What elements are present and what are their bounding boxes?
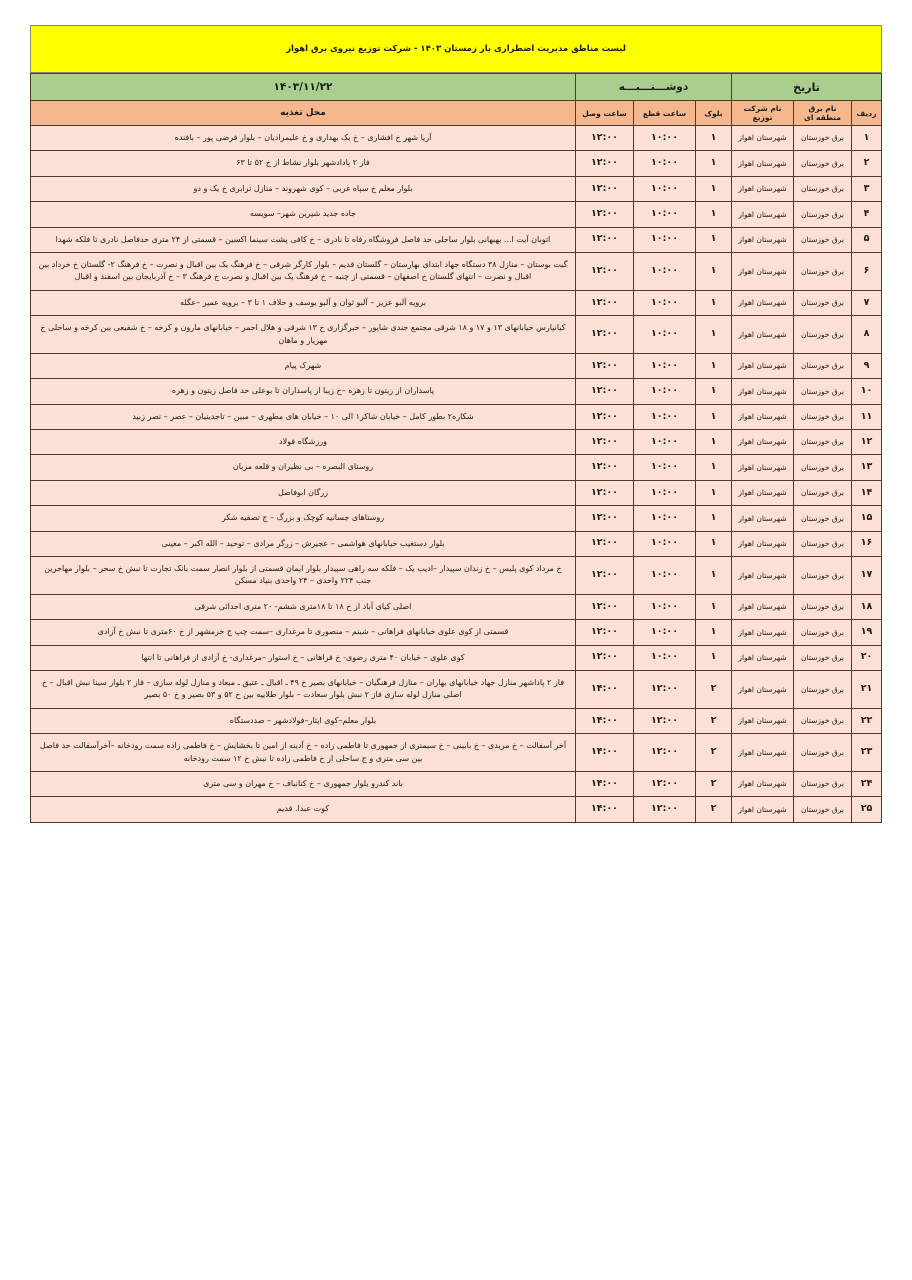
- cell-outage-time: ۱۰:۰۰: [634, 620, 696, 645]
- cell-row-no: ۳: [852, 176, 882, 201]
- cell-feed-location: کیانپارس خیابانهای ۱۳ و ۱۷ و ۱۸ شرقی مجتمع جندی شاپور – خبرگزاری خ ۱۳ شرقی و هلال احمر – خیابانهای مارون و کرخه – خ شفیعی بین کرخه و ساحلی خ مهزیار و ماهان: [31, 316, 576, 354]
- table-row: [31, 126, 882, 151]
- cell-restore-time: ۱۲:۰۰: [575, 430, 633, 455]
- column-header-outage-time: ساعت قطع: [634, 101, 696, 126]
- cell-outage-time: ۱۰:۰۰: [634, 252, 696, 290]
- cell-restore-time: ۱۲:۰۰: [575, 379, 633, 404]
- cell-regional-company: برق خوزستان: [794, 227, 852, 252]
- cell-regional-company: برق خوزستان: [794, 455, 852, 480]
- table-row: [31, 227, 882, 252]
- cell-row-no: ۱: [852, 126, 882, 151]
- cell-outage-time: ۱۰:۰۰: [634, 151, 696, 176]
- cell-distribution-company: شهرستان اهواز: [732, 670, 794, 708]
- table-row: [31, 455, 882, 480]
- cell-restore-time: ۱۲:۰۰: [575, 227, 633, 252]
- cell-distribution-company: شهرستان اهواز: [732, 126, 794, 151]
- table-row: [31, 506, 882, 531]
- cell-regional-company: برق خوزستان: [794, 379, 852, 404]
- page-title: لیست مناطق مدیریت اضطراری بار زمستان ۱۴۰۳ - شرکت توزیع نیروی برق اهواز: [286, 43, 626, 54]
- table-row: [31, 708, 882, 733]
- cell-row-no: ۱۴: [852, 480, 882, 505]
- cell-distribution-company: شهرستان اهواز: [732, 708, 794, 733]
- cell-block: ۱: [696, 353, 732, 378]
- cell-restore-time: ۱۴:۰۰: [575, 771, 633, 796]
- cell-block: ۲: [696, 797, 732, 822]
- cell-block: ۲: [696, 734, 732, 772]
- cell-restore-time: ۱۲:۰۰: [575, 353, 633, 378]
- cell-distribution-company: شهرستان اهواز: [732, 480, 794, 505]
- cell-distribution-company: شهرستان اهواز: [732, 379, 794, 404]
- cell-restore-time: ۱۲:۰۰: [575, 176, 633, 201]
- cell-block: ۱: [696, 480, 732, 505]
- cell-block: ۱: [696, 227, 732, 252]
- cell-regional-company: برق خوزستان: [794, 708, 852, 733]
- cell-restore-time: ۱۴:۰۰: [575, 670, 633, 708]
- table-row: [31, 290, 882, 315]
- table-row: [31, 531, 882, 556]
- cell-outage-time: ۱۰:۰۰: [634, 176, 696, 201]
- cell-block: ۱: [696, 455, 732, 480]
- outage-schedule-table: [30, 73, 882, 823]
- cell-restore-time: ۱۲:۰۰: [575, 126, 633, 151]
- cell-block: ۱: [696, 202, 732, 227]
- cell-row-no: ۹: [852, 353, 882, 378]
- column-header-row-no: ردیف: [852, 101, 882, 126]
- cell-block: ۱: [696, 404, 732, 429]
- cell-feed-location: آخر آسفالت – خ مریدی – خ بابینی – خ سیمتری از جمهوری تا فاطمی زاده – خ آدینه از امین تا بخشایش – خ فاطمی زاده سمت رودخانه –آخرآسفالت حد فاصل بین سی متری و ج ساحلی از خ فاطمی زاده تا نبش خ ۱۲ سمت رودخانه: [31, 734, 576, 772]
- cell-regional-company: برق خوزستان: [794, 316, 852, 354]
- cell-feed-location: جاده جدید شیرین شهر– سویسه: [31, 202, 576, 227]
- cell-restore-time: ۱۲:۰۰: [575, 455, 633, 480]
- cell-feed-location: فاز ۲ پادادشهر بلوار نشاط از خ ۵۲ تا ۶۳: [31, 151, 576, 176]
- table-row: [31, 645, 882, 670]
- cell-regional-company: برق خوزستان: [794, 670, 852, 708]
- cell-regional-company: برق خوزستان: [794, 151, 852, 176]
- cell-row-no: ۲۱: [852, 670, 882, 708]
- cell-outage-time: ۱۰:۰۰: [634, 290, 696, 315]
- cell-feed-location: روستاهای جسانیه کوچک و بزرگ – ج تصفیه شکر: [31, 506, 576, 531]
- cell-regional-company: برق خوزستان: [794, 404, 852, 429]
- cell-outage-time: ۱۰:۰۰: [634, 531, 696, 556]
- cell-feed-location: بلوار دستغیب خیابانهای هواشمی – عجیرش – زرگر مرادی – توحید – الله اکبر – معینی: [31, 531, 576, 556]
- cell-distribution-company: شهرستان اهواز: [732, 455, 794, 480]
- column-header-restore-time: ساعت وصل: [575, 101, 633, 126]
- cell-feed-location: کوت عبدا. قدیم: [31, 797, 576, 822]
- cell-row-no: ۲: [852, 151, 882, 176]
- cell-outage-time: ۱۰:۰۰: [634, 202, 696, 227]
- cell-row-no: ۱۱: [852, 404, 882, 429]
- cell-block: ۱: [696, 176, 732, 201]
- cell-feed-location: روستای البصره – بی نظیران و قلعه مزبان: [31, 455, 576, 480]
- cell-row-no: ۱۰: [852, 379, 882, 404]
- cell-outage-time: ۱۰:۰۰: [634, 316, 696, 354]
- cell-feed-location: بلوار معلم–کوی ایثار–فولادشهر – صددستگاه: [31, 708, 576, 733]
- cell-regional-company: برق خوزستان: [794, 290, 852, 315]
- cell-restore-time: ۱۲:۰۰: [575, 290, 633, 315]
- table-body: [31, 126, 882, 823]
- cell-row-no: ۱۹: [852, 620, 882, 645]
- cell-restore-time: ۱۲:۰۰: [575, 202, 633, 227]
- cell-regional-company: برق خوزستان: [794, 645, 852, 670]
- cell-distribution-company: شهرستان اهواز: [732, 430, 794, 455]
- table-row: [31, 176, 882, 201]
- cell-outage-time: ۱۰:۰۰: [634, 557, 696, 595]
- cell-outage-time: ۱۰:۰۰: [634, 506, 696, 531]
- cell-feed-location: اصلی کیای آباد از خ ۱۸ تا ۱۸متری ششم- ۲۰ متری احدائی شرقی: [31, 594, 576, 619]
- table-header: [31, 74, 882, 126]
- cell-distribution-company: شهرستان اهواز: [732, 404, 794, 429]
- table-row: [31, 151, 882, 176]
- cell-regional-company: برق خوزستان: [794, 620, 852, 645]
- cell-distribution-company: شهرستان اهواز: [732, 797, 794, 822]
- cell-block: ۱: [696, 290, 732, 315]
- cell-feed-location: بلوار معلم خ سپاه غربی – کوی شهروند – منازل ترابری خ یک و دو: [31, 176, 576, 201]
- cell-feed-location: ورزشگاه فولاد: [31, 430, 576, 455]
- cell-regional-company: برق خوزستان: [794, 531, 852, 556]
- table-row: [31, 316, 882, 354]
- table-row: [31, 797, 882, 822]
- cell-block: ۱: [696, 379, 732, 404]
- cell-feed-location: آریا شهر خ افشاری – خ یک بهداری و خ علیمرادیان – بلوار فرضی پور – بافنده: [31, 126, 576, 151]
- cell-feed-location: پاسداران از زیتون تا زهره –خ زیبا از پاسداران تا بوعلی حد فاصل زیتون و زهره: [31, 379, 576, 404]
- cell-feed-location: شهرک پیام: [31, 353, 576, 378]
- cell-feed-location: فاز ۲ پاداشهر منازل جهاد خیابانهای بهاران – منازل فرهنگیان – خیابانهای بصیر خ ۴۹ ـ اقبال ـ عتیق ـ میعاد و منازل لوله سازی – فاز ۲ بلوار سینا نبش اقبال – خ اصلی منازل لوله سازی فاز ۲ نبش بلوار سعادت – بلوار طلاییه بین خ ۵۲ و ۵۳ بصیر و خ ۵۰ بصیر: [31, 670, 576, 708]
- table-row: [31, 202, 882, 227]
- cell-distribution-company: شهرستان اهواز: [732, 290, 794, 315]
- cell-row-no: ۷: [852, 290, 882, 315]
- column-header-feed-location: محل تغذیه: [31, 101, 576, 126]
- cell-regional-company: برق خوزستان: [794, 202, 852, 227]
- column-header-regional-company: نام برق منطقه ای: [794, 101, 852, 126]
- cell-block: ۱: [696, 620, 732, 645]
- cell-row-no: ۱۲: [852, 430, 882, 455]
- cell-block: ۱: [696, 316, 732, 354]
- cell-row-no: ۲۴: [852, 771, 882, 796]
- column-header-distribution-company: نام شرکت توزیع: [732, 101, 794, 126]
- cell-distribution-company: شهرستان اهواز: [732, 176, 794, 201]
- cell-distribution-company: شهرستان اهواز: [732, 202, 794, 227]
- cell-feed-location: باند کندرو بلوار جمهوری – خ کتانباف – خ مهران و سی متری: [31, 771, 576, 796]
- cell-feed-location: قسمتی از کوی علوی خیابانهای فراهانی – شبنم – منصوری تا مرغداری –سمت چپ ج خرمشهر از خ ۶۰متری تا نبش خ آزادی: [31, 620, 576, 645]
- cell-distribution-company: شهرستان اهواز: [732, 645, 794, 670]
- table-row: [31, 771, 882, 796]
- table-row: [31, 734, 882, 772]
- cell-distribution-company: شهرستان اهواز: [732, 620, 794, 645]
- cell-row-no: ۴: [852, 202, 882, 227]
- cell-outage-time: ۱۰:۰۰: [634, 455, 696, 480]
- cell-block: ۱: [696, 126, 732, 151]
- cell-restore-time: ۱۲:۰۰: [575, 557, 633, 595]
- cell-restore-time: ۱۲:۰۰: [575, 645, 633, 670]
- cell-restore-time: ۱۴:۰۰: [575, 708, 633, 733]
- cell-distribution-company: شهرستان اهواز: [732, 771, 794, 796]
- table-row: [31, 480, 882, 505]
- cell-block: ۱: [696, 557, 732, 595]
- table-row: [31, 252, 882, 290]
- cell-regional-company: برق خوزستان: [794, 594, 852, 619]
- cell-outage-time: ۱۲:۰۰: [634, 734, 696, 772]
- cell-outage-time: ۱۰:۰۰: [634, 645, 696, 670]
- cell-row-no: ۲۳: [852, 734, 882, 772]
- cell-distribution-company: شهرستان اهواز: [732, 227, 794, 252]
- cell-regional-company: برق خوزستان: [794, 797, 852, 822]
- cell-block: ۲: [696, 771, 732, 796]
- cell-regional-company: برق خوزستان: [794, 771, 852, 796]
- cell-row-no: ۱۷: [852, 557, 882, 595]
- cell-regional-company: برق خوزستان: [794, 252, 852, 290]
- cell-outage-time: ۱۰:۰۰: [634, 126, 696, 151]
- cell-block: ۱: [696, 594, 732, 619]
- cell-block: ۱: [696, 252, 732, 290]
- cell-regional-company: برق خوزستان: [794, 176, 852, 201]
- cell-restore-time: ۱۴:۰۰: [575, 797, 633, 822]
- cell-restore-time: ۱۲:۰۰: [575, 404, 633, 429]
- cell-distribution-company: شهرستان اهواز: [732, 506, 794, 531]
- cell-distribution-company: شهرستان اهواز: [732, 531, 794, 556]
- cell-block: ۲: [696, 708, 732, 733]
- cell-regional-company: برق خوزستان: [794, 126, 852, 151]
- cell-distribution-company: شهرستان اهواز: [732, 252, 794, 290]
- cell-row-no: ۵: [852, 227, 882, 252]
- cell-distribution-company: شهرستان اهواز: [732, 151, 794, 176]
- cell-row-no: ۶: [852, 252, 882, 290]
- cell-restore-time: ۱۴:۰۰: [575, 734, 633, 772]
- table-row: [31, 430, 882, 455]
- cell-restore-time: ۱۲:۰۰: [575, 252, 633, 290]
- cell-regional-company: برق خوزستان: [794, 734, 852, 772]
- cell-feed-location: زرگان ابوفاضل: [31, 480, 576, 505]
- cell-restore-time: ۱۲:۰۰: [575, 620, 633, 645]
- cell-restore-time: ۱۲:۰۰: [575, 506, 633, 531]
- cell-feed-location: برویه آلبو عزیز – آلبو ثوان و آلبو یوسف و حلاف ۱ تا ۳ – برویه عمیر –عگله: [31, 290, 576, 315]
- cell-distribution-company: شهرستان اهواز: [732, 557, 794, 595]
- cell-row-no: ۲۲: [852, 708, 882, 733]
- cell-regional-company: برق خوزستان: [794, 557, 852, 595]
- cell-row-no: ۲۵: [852, 797, 882, 822]
- cell-feed-location: اتوبان آیت ا... بهبهانی بلوار ساحلی حد فاصل فروشگاه رفاه تا نادری – خ کافی پشت سینما اکسین – قسمتی از ۲۴ متری حدفاصل نادری تا فلکه شهدا: [31, 227, 576, 252]
- column-header-block: بلوک: [696, 101, 732, 126]
- cell-restore-time: ۱۲:۰۰: [575, 594, 633, 619]
- cell-feed-location: گیت بوستان – منازل ۳۸ دستگاه جهاد ابتدای بهارستان – گلستان قدیم – بلوار کارگر شرقی – خ فرهنگ یک بین اقبال و نصرت – خ فرهنگ ۲- گلستان خ خرداد بین اقبال و نصرت – انتهای گلستان خ اصفهان – قسمتی از چنبه – خ فرهنگ یک بین اقبال و نصرت خ فرهنگ ۳ – خ آذربایجان بین اسفند و اقبال: [31, 252, 576, 290]
- table-row: [31, 379, 882, 404]
- table-row: [31, 404, 882, 429]
- cell-restore-time: ۱۲:۰۰: [575, 531, 633, 556]
- cell-outage-time: ۱۲:۰۰: [634, 797, 696, 822]
- table-group-header-row: [31, 74, 882, 101]
- cell-regional-company: برق خوزستان: [794, 506, 852, 531]
- cell-outage-time: ۱۰:۰۰: [634, 480, 696, 505]
- cell-outage-time: ۱۰:۰۰: [634, 379, 696, 404]
- cell-distribution-company: شهرستان اهواز: [732, 734, 794, 772]
- cell-block: ۱: [696, 430, 732, 455]
- cell-outage-time: ۱۰:۰۰: [634, 227, 696, 252]
- day-name-header: دوشـــنـــبـــه: [575, 74, 731, 101]
- cell-feed-location: شکاره۲ بطور کامل – خیابان شاکر۱ الی ۱۰ – خیابان های مطهری – مبین – تاجدینیان – عصر – نصر زبید: [31, 404, 576, 429]
- cell-regional-company: برق خوزستان: [794, 480, 852, 505]
- table-row: [31, 670, 882, 708]
- report-title-bar: [30, 25, 882, 73]
- cell-outage-time: ۱۲:۰۰: [634, 708, 696, 733]
- table-column-header-row: [31, 101, 882, 126]
- cell-feed-location: کوی علوی – خیابان ۴۰ متری رضوی- خ فراهانی – خ استوار –مرغداری- خ آزادی از فراهانی تا انتها: [31, 645, 576, 670]
- table-row: [31, 353, 882, 378]
- cell-row-no: ۸: [852, 316, 882, 354]
- table-row: [31, 620, 882, 645]
- table-row: [31, 594, 882, 619]
- cell-block: ۱: [696, 531, 732, 556]
- cell-outage-time: ۱۰:۰۰: [634, 353, 696, 378]
- table-row: [31, 557, 882, 595]
- cell-block: ۱: [696, 506, 732, 531]
- cell-block: ۱: [696, 151, 732, 176]
- date-group-header: تاریخ: [732, 74, 882, 101]
- cell-regional-company: برق خوزستان: [794, 430, 852, 455]
- cell-row-no: ۱۶: [852, 531, 882, 556]
- cell-row-no: ۲۰: [852, 645, 882, 670]
- cell-outage-time: ۱۰:۰۰: [634, 404, 696, 429]
- cell-outage-time: ۱۰:۰۰: [634, 430, 696, 455]
- cell-outage-time: ۱۲:۰۰: [634, 771, 696, 796]
- cell-distribution-company: شهرستان اهواز: [732, 316, 794, 354]
- cell-row-no: ۱۳: [852, 455, 882, 480]
- cell-block: ۱: [696, 645, 732, 670]
- cell-feed-location: خ مرداد کوی پلیس – خ زندان سپیدار –ادیب یک – فلکه سه راهی سپیدار بلوار ایمان قسمتی از بلوار انصار سمت بانک تجارت تا نبش خ سحر – بلوار مهاجرین جنب ۲۲۴ واحدی – ۲۴ واحدی بنیاد مسکن: [31, 557, 576, 595]
- cell-restore-time: ۱۲:۰۰: [575, 480, 633, 505]
- cell-regional-company: برق خوزستان: [794, 353, 852, 378]
- cell-outage-time: ۱۰:۰۰: [634, 594, 696, 619]
- cell-restore-time: ۱۲:۰۰: [575, 151, 633, 176]
- cell-restore-time: ۱۲:۰۰: [575, 316, 633, 354]
- cell-distribution-company: شهرستان اهواز: [732, 353, 794, 378]
- cell-row-no: ۱۵: [852, 506, 882, 531]
- date-value-header: ۱۴۰۳/۱۱/۲۲: [31, 74, 576, 101]
- cell-row-no: ۱۸: [852, 594, 882, 619]
- cell-outage-time: ۱۲:۰۰: [634, 670, 696, 708]
- cell-block: ۲: [696, 670, 732, 708]
- cell-distribution-company: شهرستان اهواز: [732, 594, 794, 619]
